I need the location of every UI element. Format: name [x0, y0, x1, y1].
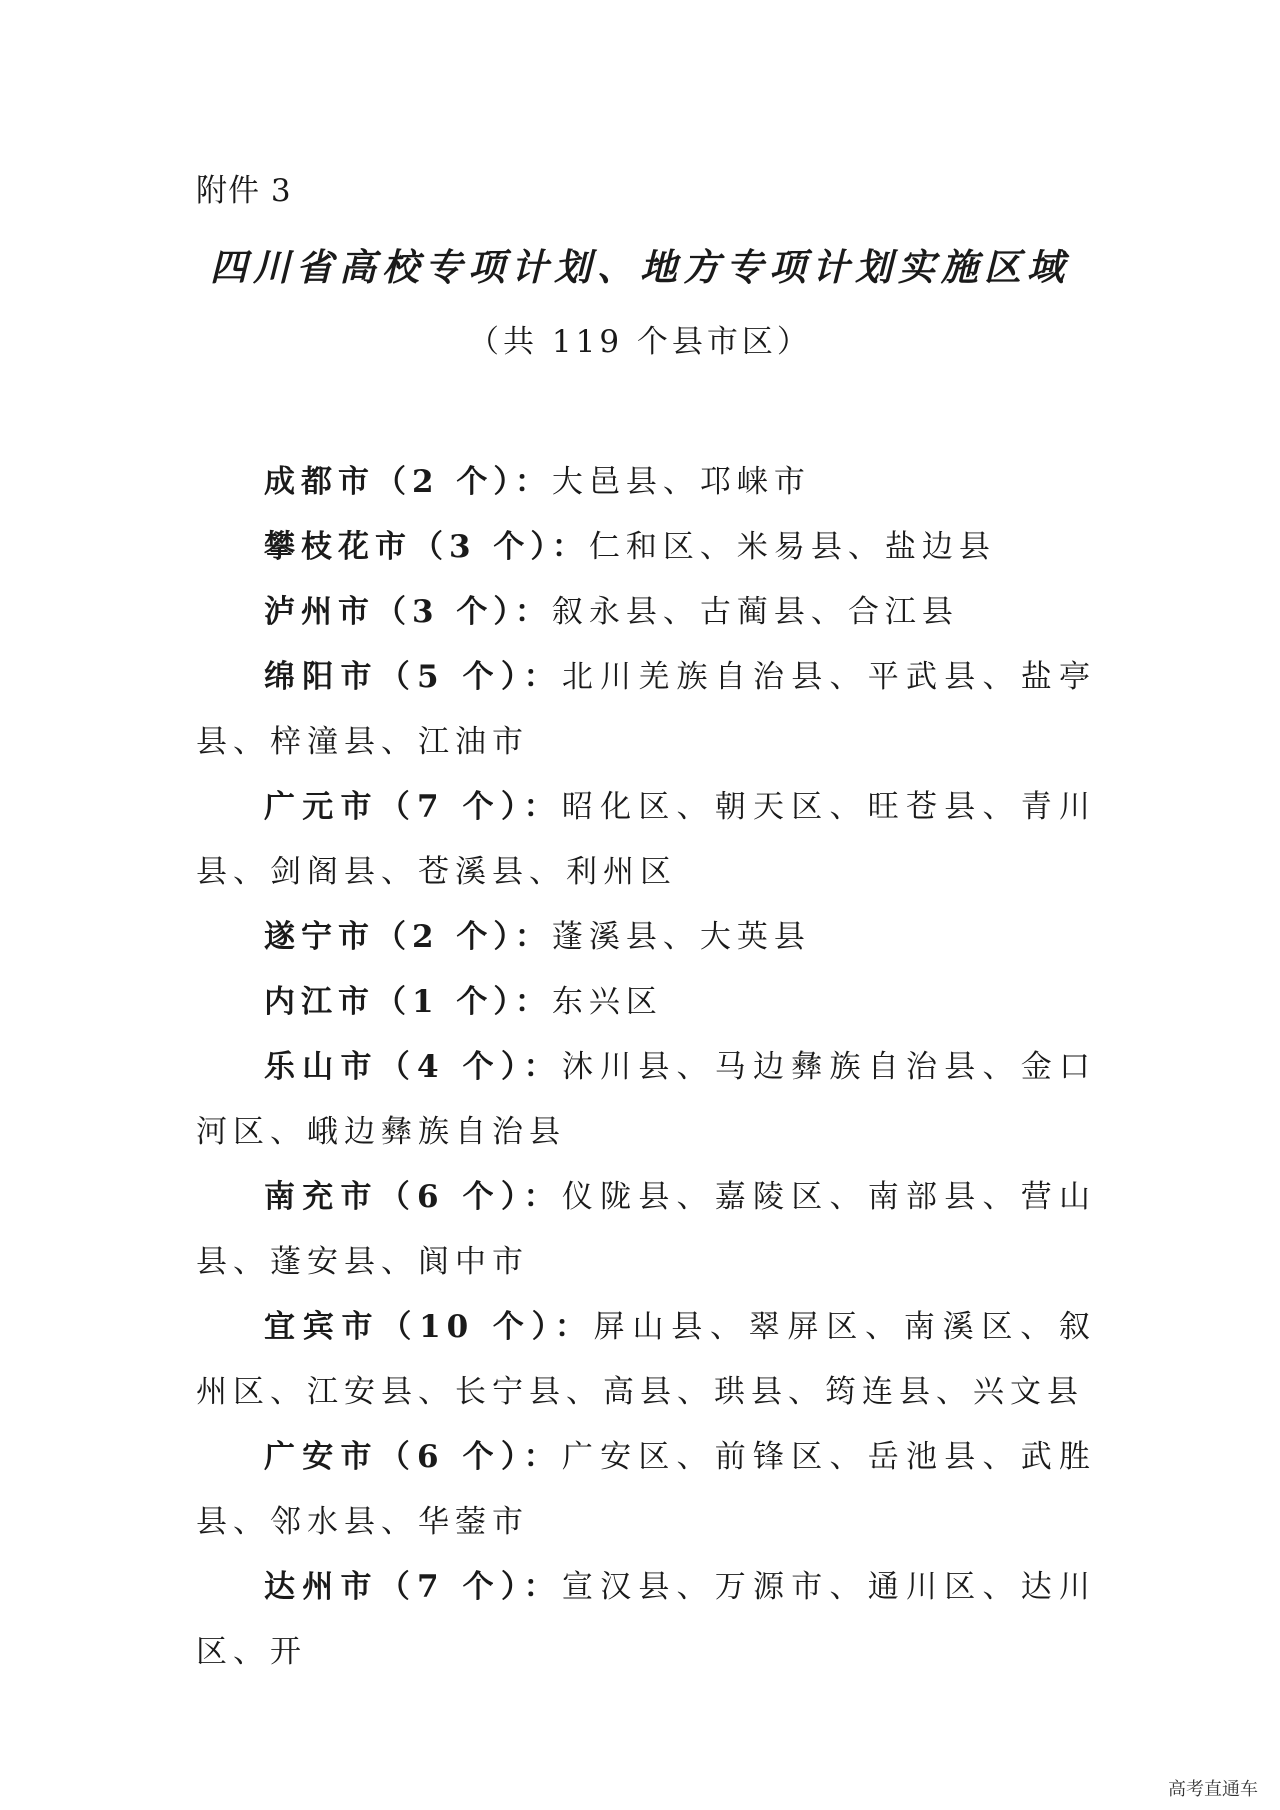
- area-list: 蓬溪县、大英县: [551, 919, 811, 955]
- city-label: 广安市（6 个）：: [264, 1439, 562, 1475]
- city-label: 绵阳市（5 个）：: [264, 659, 562, 695]
- document-title: 四川省高校专项计划、地方专项计划实施区域: [210, 245, 1070, 289]
- city-label: 攀枝花市（3 个）：: [264, 529, 589, 565]
- area-list: 宣汉县、万源市、通川区、达川区、开: [196, 1569, 1096, 1670]
- city-label: 南充市（6 个）：: [264, 1179, 562, 1215]
- area-list: 屏山县、翠屏区、南溪区、叙州区、江安县、长宁县、高县、珙县、筠连县、兴文县: [196, 1309, 1097, 1410]
- region-entry: [196, 580, 1096, 645]
- city-label: 广元市（7 个）：: [264, 789, 562, 825]
- region-entry: [196, 450, 1096, 515]
- area-list: 广安区、前锋区、岳池县、武胜县、邻水县、华蓥市: [196, 1439, 1096, 1540]
- region-list: [196, 450, 1096, 1685]
- region-entry: [196, 1165, 1096, 1295]
- region-entry: [196, 645, 1096, 775]
- region-entry: [196, 1295, 1096, 1425]
- city-label: 乐山市（4 个）：: [264, 1049, 562, 1085]
- region-entry: [196, 970, 1096, 1035]
- area-list: 沐川县、马边彝族自治县、金口河区、峨边彝族自治县: [196, 1049, 1096, 1150]
- area-list: 仪陇县、嘉陵区、南部县、营山县、蓬安县、阆中市: [196, 1179, 1096, 1280]
- attachment-label: 附件 3: [196, 173, 292, 209]
- area-list: 北川羌族自治县、平武县、盐亭县、梓潼县、江油市: [196, 659, 1096, 760]
- region-entry: [196, 905, 1096, 970]
- city-label: 成都市（2 个）：: [264, 464, 552, 500]
- area-list: 大邑县、邛崃市: [551, 464, 811, 500]
- city-label: 内江市（1 个）：: [264, 984, 552, 1020]
- watermark-text: 高考直通车: [1168, 1779, 1258, 1800]
- region-entry: [196, 515, 1096, 580]
- region-entry: [196, 1425, 1096, 1555]
- region-entry: [196, 1555, 1096, 1685]
- city-label: 宜宾市（10 个）：: [264, 1309, 594, 1345]
- area-list: 昭化区、朝天区、旺苍县、青川县、剑阁县、苍溪县、利州区: [196, 789, 1096, 890]
- area-list: 叙永县、古蔺县、合江县: [551, 594, 959, 630]
- city-label: 达州市（7 个）：: [264, 1569, 562, 1605]
- region-entry: [196, 775, 1096, 905]
- city-label: 遂宁市（2 个）：: [264, 919, 552, 955]
- city-label: 泸州市（3 个）：: [264, 594, 552, 630]
- area-list: 东兴区: [551, 984, 663, 1020]
- region-entry: [196, 1035, 1096, 1165]
- area-list: 仁和区、米易县、盐边县: [588, 529, 996, 565]
- document-subtitle: （共 119 个县市区）: [468, 324, 812, 360]
